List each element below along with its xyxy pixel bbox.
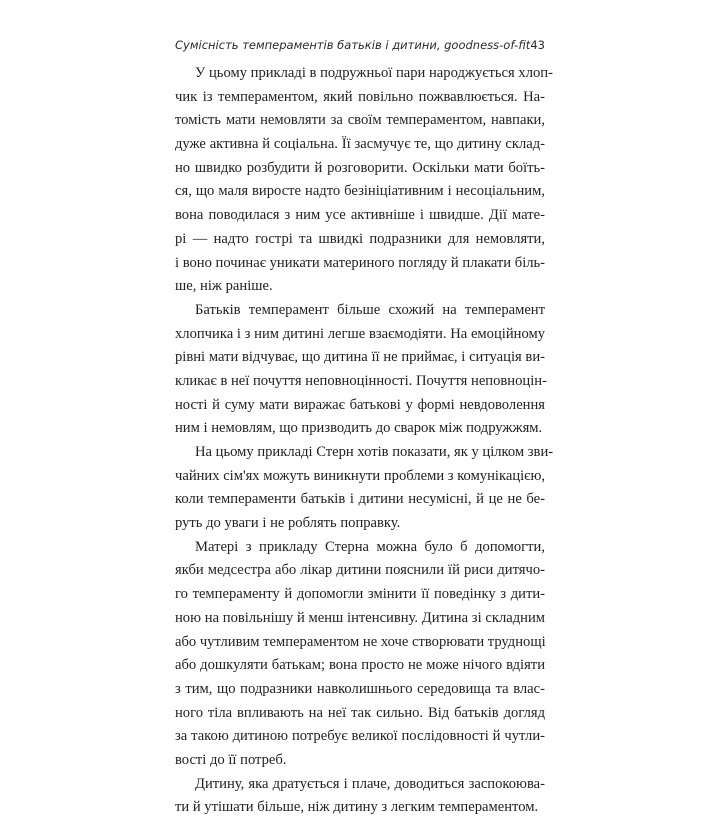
text-line: томість мати немовляти за своїм темпераментом, навпаки, xyxy=(175,112,545,129)
text-line: Дитину, яка дратується і плаче, доводиться заспокоюва- xyxy=(195,775,545,792)
text-line: чик із темпераментом, який повільно пожвавлюється. На- xyxy=(175,88,545,105)
text-line: ти й утішати більше, ніж дитину з легким темпераментом. xyxy=(175,799,539,816)
text-line: ного тіла впливають на неї так сильно. Від батьків догляд xyxy=(175,704,545,721)
text-line: кликає в неї почуття неповноцінності. Почуття неповноцін- xyxy=(175,372,547,389)
text-line: ним і немовлям, що призводить до сварок між подружжям. xyxy=(175,420,543,437)
text-line: чайних сім'ях можуть виникнути проблеми з комунікацією, xyxy=(175,467,545,484)
text-line: но швидко розбудити й розговорити. Оскільки мати боїть- xyxy=(175,159,545,176)
text-line: ше, ніж раніше. xyxy=(175,278,273,295)
text-line: ною на повільнішу й менш інтенсивну. Дитина зі складним xyxy=(175,609,545,626)
text-line: вона поводилася з ним усе активніше і швидше. Дії мате- xyxy=(175,207,545,224)
text-line: якби медсестра або лікар дитини пояснили їй риси дитячо- xyxy=(175,562,545,579)
body-text xyxy=(175,62,554,820)
text-line: з тим, що подразники навколишнього середовища та влас- xyxy=(175,680,545,697)
text-line: вості до її потреб. xyxy=(175,751,287,768)
text-line: дуже активна й соціальна. Її засмучує те, що дитину склад- xyxy=(175,136,545,153)
text-line: На цьому прикладі Стерн хотів показати, як у цілком зви- xyxy=(195,444,554,460)
page-number: 43 xyxy=(530,38,545,52)
text-line: У цьому прикладі в подружньої пари народжується хлоп- xyxy=(195,65,553,81)
text-line: руть до уваги і не роблять поправку. xyxy=(175,515,401,532)
text-line: Матері з прикладу Стерна можна було б допомогти, xyxy=(195,538,545,555)
text-line: коли темпераменти батьків і дитини несумісні, й це не бе- xyxy=(175,491,545,508)
text-line: ся, що маля виросте надто безініціативним і несоціальним, xyxy=(175,183,545,200)
text-line: хлопчика і з ним дитині легше взаємодіяти. На емоційному xyxy=(175,325,545,342)
running-header-title: Сумісність темпераментів батьків і дитини, goodness-of-fit xyxy=(175,38,531,52)
text-line: рі — надто гострі та швидкі подразники для немовляти, xyxy=(175,230,545,247)
text-line: або дошкуляти батькам; вона просто не може нічого вдіяти xyxy=(175,657,545,674)
text-line: рівні мати відчуває, що дитина її не приймає, і ситуація ви- xyxy=(175,349,545,366)
text-line: ності й суму мати виражає батькові у формі невдоволення xyxy=(175,396,545,413)
text-line: Батьків темперамент більше схожий на темперамент xyxy=(195,301,545,318)
text-line: го темпераменту й допомогли змінити її поведінку з дити- xyxy=(175,586,545,603)
running-header xyxy=(175,38,545,52)
text-line: і воно починає уникати материного погляду й плакати біль- xyxy=(175,254,546,271)
text-line: за такою дитиною потребує великої послідовності й чутли- xyxy=(175,728,545,745)
text-line: або чутливим темпераментом не хоче створювати труднощі xyxy=(175,633,546,650)
